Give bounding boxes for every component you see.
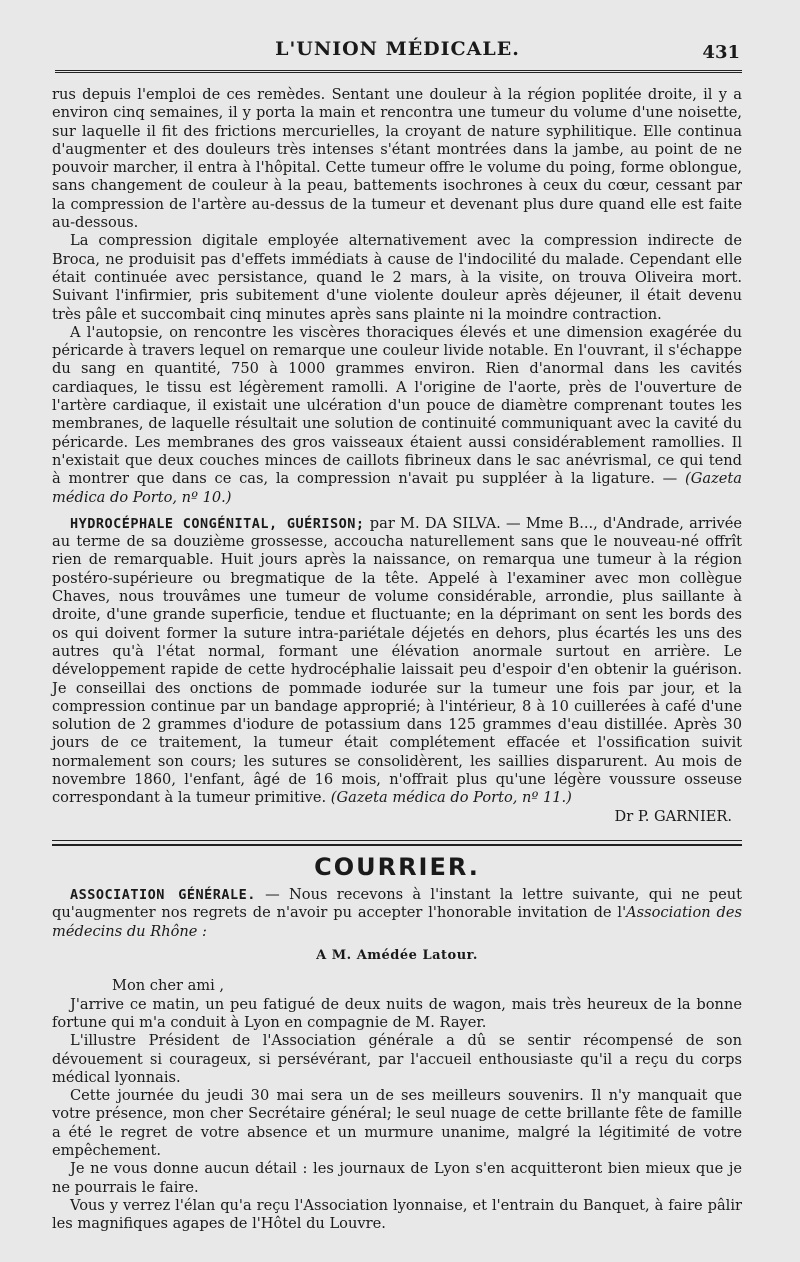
section-title: COURRIER. — [314, 852, 480, 881]
letter-addressee: A M. Amédée Latour. — [316, 948, 478, 964]
letter-salutation: Mon cher ami , — [112, 977, 225, 995]
letter-paragraph: J'arrive ce matin, un peu fatigué de deux nuits de wagon, mais très heureux de la bonne fortune qui m'a conduit à Lyon en compagnie de M. Rayer. — [52, 995, 742, 1031]
article-heading: HYDROCÉPHALE CONGÉNITAL, GUÉRISON; — [70, 515, 365, 532]
author-signature: Dr P. GARNIER. — [614, 807, 732, 825]
citation: (Gazeta médica do Porto, nº 10.) — [52, 470, 742, 506]
association-name: Association des médecins du Rhône : — [52, 904, 742, 940]
paragraph-text: — Nous recevons à l'instant la lettre suivante, qui ne peut qu'augmenter nos regrets de n'avoir pu accepter l'honorable invitation de l' — [52, 886, 742, 922]
paragraph-case-history — [52, 86, 742, 232]
paragraph-text: par M. DA SILVA. — Mme B..., d'Andrade, arrivée au terme de sa douzième grossesse, accoucha naturellement sans que le nouveau-né offrît rien de remarquable. Huit jours après la naissance, on remarqua une tumeur à la région postéro-supérieure ou bregmatique de la tête. Appelé à l'examiner avec mon collègue Chaves, nous trouvâmes une tumeur de volume considérable, arrondie, plus saillante à droite, d'une grande superficie, tendue et fluctuante; en la déprimant on sent les bords des os qui doivent former la suture intra-pariétale déjetés en dehors, plus écartés les uns des autres qu'à l'état normal, formant une élévation anormale surtout en arrière. Le développement rapide de cette hydrocéphalie laissait peu d'espoir d'en obtenir la guérison. Je conseillai des onctions de pommade iodurée sur la tumeur une fois par jour, et la compression continue par un bandage approprié; à l'intérieur, 8 à 10 cuillerées à café d'une solution de 2 grammes d'iodure de potassium dans 125 grammes d'eau distillée. Après 30 jours de ce traitement, la tumeur était complétement effacée et l'ossification suivit normalement son cours; les sutures se consolidèrent, les saillies disparurent. Au mois de novembre 1860, l'enfant, âgé de 16 mois, n'offrait plus qu'une légère voussure osseuse correspondant à la tumeur primitive. — [52, 514, 743, 807]
letter-paragraph: Cette journée du jeudi 30 mai sera un de ses meilleurs souvenirs. Il n'y manquait que votre présence, mon cher Secrétaire général; le seul nuage de cette brillante fête de famille a été le regret de votre absence et un murmure unanime, malgré la légitimité de votre empêchement. — [52, 1087, 742, 1160]
article-body — [52, 86, 742, 1234]
paragraph-text: A l'autopsie, on rencontre les viscères thoraciques élevés et une dimension exagérée du péricarde à travers lequel on remarque une couleur livide notable. En l'ouvrant, il s'échappe du sang en quantité, 750 à 1000 grammes environ. Rien d'anormal dans les cavités cardiaques, le tissu est légèrement ramolli. A l'origine de l'aorte, près de l'ouverture de l'artère cardiaque, il existait une ulcération d'un pouce de diamètre comprenant toutes les membranes, de laquelle résultait une solution de continuité communiquant avec la cavité du péricarde. Les membranes des gros vaisseaux étaient aussi considérablement ramollies. Il n'existait que deux couches minces de caillots fibrineux dans le sac anévrismal, ce qui tend à montrer que dans ce cas, la compression n'avait pu suppléer à la ligature. — — [52, 323, 742, 488]
paragraph-hydrocephalus — [52, 515, 742, 808]
article-heading: ASSOCIATION GÉNÉRALE. — [70, 887, 256, 904]
letter-paragraph: Vous y verrez l'élan qu'a reçu l'Association lyonnaise, et l'entrain du Banquet, à faire pâlir les magnifiques agapes de l'Hôtel du Louvre. — [52, 1196, 742, 1233]
letter-paragraph: L'illustre Président de l'Association générale a dû se sentir récompensé de son dévouement si courageux, si persévérant, par l'accueil enthousiaste qu'il a reçu du corps médical lyonnais. — [52, 1032, 742, 1086]
page-number: 431 — [702, 42, 740, 63]
header-rule — [55, 70, 742, 73]
running-title: L'UNION MÉDICALE. — [275, 38, 520, 60]
page-header — [55, 38, 740, 74]
citation: (Gazeta médica do Porto, nº 11.) — [330, 789, 572, 807]
paragraph-autopsy — [52, 324, 742, 507]
paragraph-text: La compression digitale employée alternativement avec la compression indirecte de Broca, ne produisit pas d'effets immédiats à cause de l'indocilité du malade. Cependant elle était continuée avec persistance, quand le 2 mars, à la visite, on trouva Oliveira mort. Suivant l'infirmier, pris subitement d'une violente douleur après déjeuner, il était devenu très pâle et succombait cinq minutes après sans plainte ni la moindre contraction. — [52, 232, 742, 323]
letter-paragraph: Je ne vous donne aucun détail : les journaux de Lyon s'en acquitteront bien mieux que je ne pourrais le faire. — [52, 1160, 742, 1196]
section-divider — [52, 840, 742, 846]
paragraph-text: rus depuis l'emploi de ces remèdes. Sentant une douleur à la région poplitée droite, il y a environ cinq semaines, il y porta la main et rencontra une tumeur du volume d'une noisette, sur laquelle il fit des frictions mercurielles, la croyant de nature syphilitique. Elle continua d'augmenter et des douleurs très intenses s'étant montrées dans la jambe, au point de ne pouvoir marcher, il entra à l'hôpital. Cette tumeur offre le volume du poing, forme oblongue, sans changement de couleur à la peau, battements isochrones à ceux du cœur, cessant par la compression de l'artère au-dessus de la tumeur et devenant plus dure quand elle est faite au-dessous. — [52, 86, 742, 232]
paragraph-association — [52, 886, 742, 941]
paragraph-compression — [52, 232, 742, 323]
